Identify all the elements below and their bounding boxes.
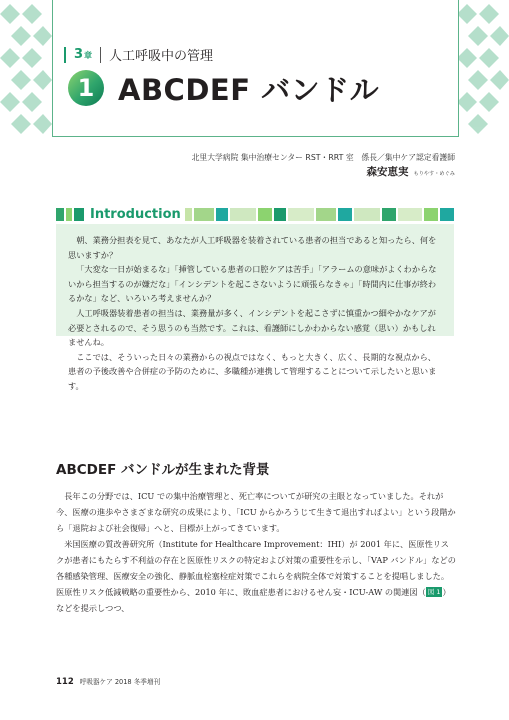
body-paragraph: 長年この分野では、ICU での集中治療管理と、死亡率についてが研究の主眼となっていました。それが今、医療の進歩やさまざまな研究の成果により、「ICU からかろうじて生きて退出すればよい」という段階から「退院および社会復帰」へと、目標が上がってきています。 — [56, 491, 456, 533]
chapter-accent-bar — [64, 47, 66, 63]
section-heading: ABCDEF バンドルが生まれた背景 — [56, 462, 270, 478]
intro-paragraph: 人工呼吸器装着患者の担当は、業務量が多く、インシデントを起こさずに慎重かつ細やかなケアが必要とされるので、そう思うのも当然です。これは、看護師にしかわからない感覚（思い）かもしれませんね。 — [68, 307, 436, 348]
article-number-badge: 1 — [68, 70, 104, 106]
body-paragraph — [56, 536, 456, 616]
author-name: 森安恵実 — [366, 166, 409, 178]
intro-paragraph: 朝、業務分担表を見て、あなたが人工呼吸器を装着されている患者の担当であると知ったら、何を思いますか？ — [68, 235, 437, 260]
chapter-number — [74, 47, 92, 62]
author-kana: もりやす・めぐみ — [413, 171, 455, 177]
page-title: ABCDEF バンドル — [118, 73, 380, 107]
author-line — [366, 164, 455, 179]
body-text — [56, 488, 456, 616]
journal-name: 呼吸器ケア 2018 冬季増刊 — [79, 678, 161, 686]
page-footer — [56, 676, 160, 687]
intro-paragraph: ここでは、そういった日々の業務からの視点ではなく、もっと大きく、広く、長期的な視点から、患者の予後改善や合併症の予防のために、多職種が連携して管理することについて示したいと思います。 — [68, 351, 437, 391]
chapter-number-value: 3 — [74, 47, 84, 62]
body-text-segment: 米国医療の質改善研究所（Institute for Healthcare Improvement：IHI）が 2001 年に、医原性リスクが患者にもたらす不利益の存在と医原性リスクの特定および対策の重要性を示し、「VAP バンドル」などの各種感染管理、医療安全の強化、静脈血栓塞栓症対策でこれらを病院全体で対策することを提唱しました。医原性リスク低減戦略の重要性から、2010 年に、敗血症患者におけるせん妄・ICU-AW の関連図（ — [56, 539, 456, 597]
chapter-heading — [64, 45, 213, 64]
left-decorative-pattern — [0, 0, 52, 150]
chapter-separator — [100, 47, 101, 63]
introduction-box — [56, 224, 454, 391]
chapter-title: 人工呼吸中の管理 — [109, 49, 214, 64]
body-text-segment: ）などを提示しつつ、 — [56, 587, 451, 613]
introduction-label: Introduction — [86, 206, 185, 223]
chapter-suffix: 章 — [84, 51, 93, 60]
page-number: 112 — [56, 677, 74, 687]
author-affiliation: 北里大学病院 集中治療センター RST・RRT 室 係長／集中ケア認定看護師 — [191, 153, 455, 162]
figure-reference-link[interactable]: 図 1 — [427, 588, 441, 596]
intro-paragraph: 「大変な一日が始まるな」「挿管している患者の口腔ケアは苦手」「アラームの意味がよくわからないから担当するのが嫌だな」「インシデントを起こさないように頑張らなきゃ」「時間内に仕事が終わるかな」など、いろいろ考えませんか？ — [68, 264, 437, 304]
right-decorative-pattern — [457, 0, 509, 150]
